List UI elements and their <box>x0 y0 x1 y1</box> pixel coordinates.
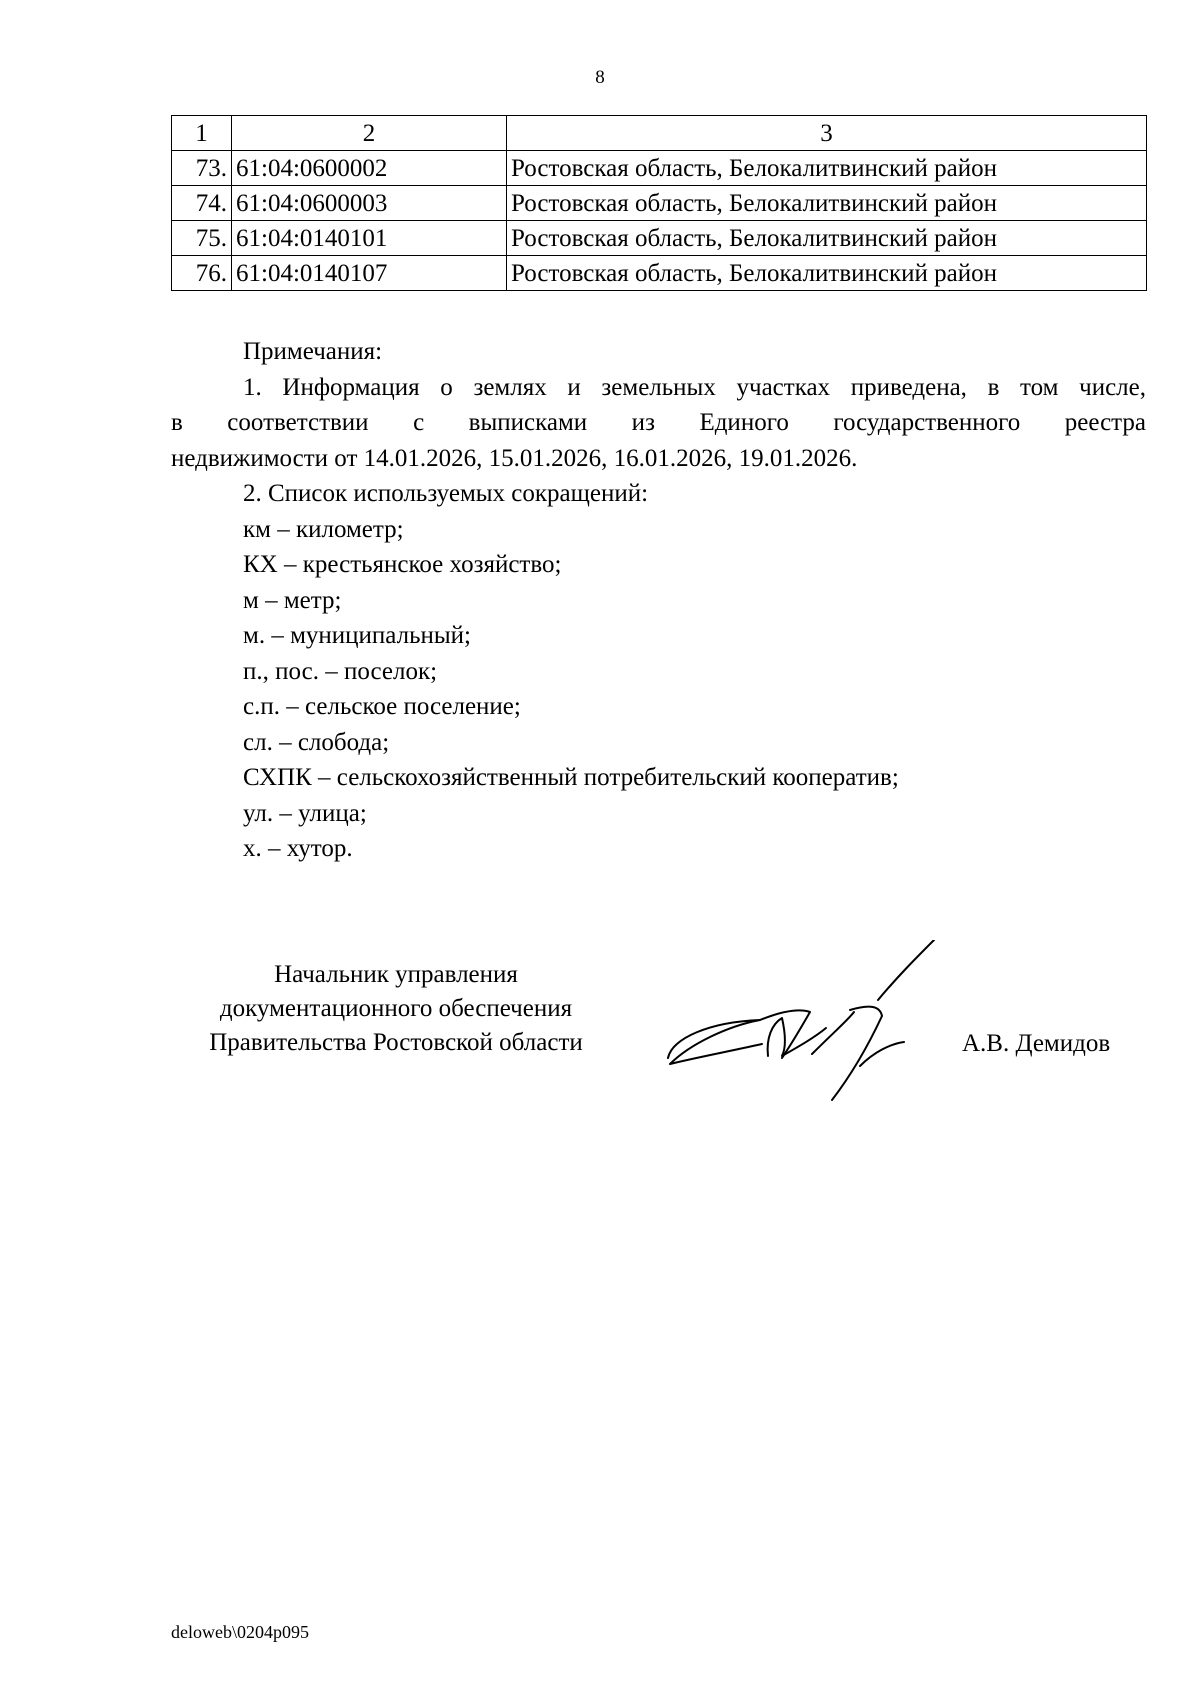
cadastral-code: 61:04:0140101 <box>232 221 507 256</box>
position-line-2: документационного обеспечения <box>219 995 573 1022</box>
abbreviation-item: с.п. – сельское поселение; <box>243 693 521 720</box>
column-header-number: 1 <box>172 116 232 151</box>
table-row <box>172 186 1147 221</box>
position-line-1: Начальник управления <box>274 961 518 988</box>
land-plots-table <box>171 115 1147 291</box>
cadastral-code: 61:04:0140107 <box>232 256 507 291</box>
notes-heading: Примечания: <box>243 338 383 365</box>
signer-name: А.В. Демидов <box>962 1030 1111 1057</box>
handwritten-signature <box>664 940 944 1108</box>
abbreviation-item: км – километр; <box>243 515 404 543</box>
abbreviation-item: СХПК – сельскохозяйственный потребительский кооператив; <box>243 764 899 791</box>
abbreviation-item: м – метр; <box>243 586 342 614</box>
column-header-cadastral-code: 2 <box>232 116 507 151</box>
row-number: 73. <box>172 151 232 186</box>
position-line-3: Правительства Ростовской области <box>209 1029 583 1056</box>
abbreviation-item: х. – хутор. <box>243 835 353 862</box>
document-code: deloweb\0204p095 <box>171 1622 309 1642</box>
row-number: 74. <box>172 186 232 221</box>
note-2: 2. Список используемых сокращений: <box>243 480 649 507</box>
note-1-line-2: в соответствии с выписками из Единого государственного реестра <box>171 409 1146 436</box>
address: Ростовская область, Белокалитвинский район <box>507 221 1147 256</box>
note-1-line-1: 1. Информация о землях и земельных участках приведена, в том числе, <box>243 373 1146 401</box>
table-row <box>172 221 1147 256</box>
notes-section <box>171 334 1146 867</box>
address: Ростовская область, Белокалитвинский район <box>507 256 1147 291</box>
signatory-position <box>171 958 621 1060</box>
column-header-address: 3 <box>507 116 1147 151</box>
address: Ростовская область, Белокалитвинский район <box>507 151 1147 186</box>
cadastral-code: 61:04:0600003 <box>232 186 507 221</box>
abbreviation-item: КХ – крестьянское хозяйство; <box>243 551 562 578</box>
page-number: 8 <box>595 67 605 88</box>
cadastral-code: 61:04:0600002 <box>232 151 507 186</box>
table-row <box>172 151 1147 186</box>
table-row <box>172 256 1147 291</box>
abbreviation-item: п., пос. – поселок; <box>243 657 438 685</box>
abbreviation-item: сл. – слобода; <box>243 728 390 756</box>
abbreviation-item: ул. – улица; <box>243 799 367 827</box>
address: Ростовская область, Белокалитвинский район <box>507 186 1147 221</box>
note-1-line-3: недвижимости от 14.01.2026, 15.01.2026, 16.01.2026, 19.01.2026. <box>171 444 858 472</box>
abbreviation-item: м. – муниципальный; <box>243 622 471 649</box>
row-number: 76. <box>172 256 232 291</box>
row-number: 75. <box>172 221 232 256</box>
table-header-row <box>172 116 1147 151</box>
